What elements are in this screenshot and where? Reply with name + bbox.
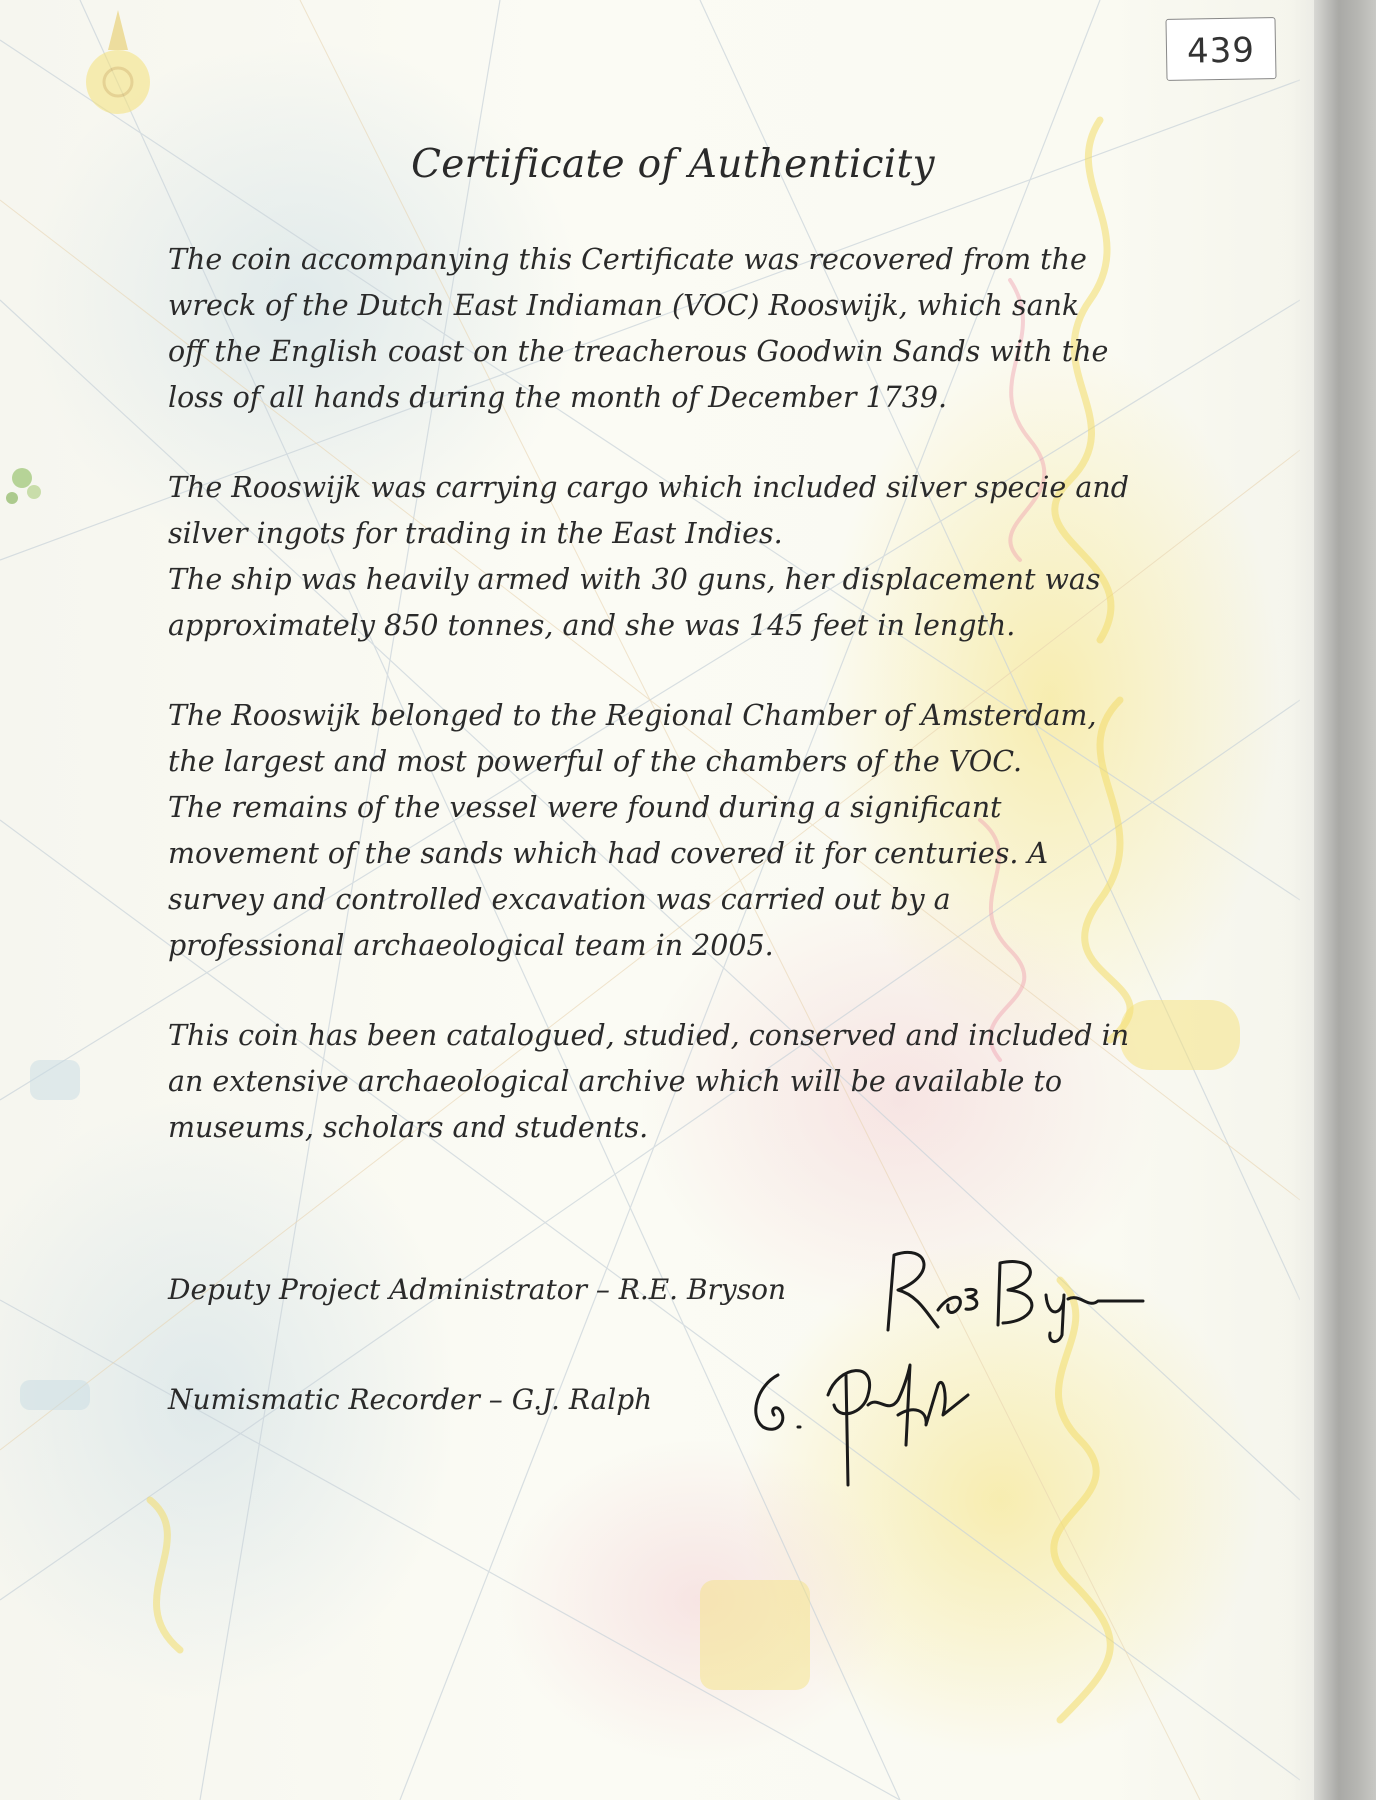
paragraph-cargo [168,465,1148,649]
signatory-label: Deputy Project Administrator – R.E. Bryson [168,1273,787,1306]
handwritten-signature-icon [738,1335,998,1495]
text-line: wreck of the Dutch East Indiaman (VOC) Rooswijk, which sank [168,289,1080,322]
text-line: loss of all hands during the month of December 1739. [168,381,948,414]
certificate-body [168,120,1148,1195]
text-line: approximately 850 tonnes, and she was 145 feet in length. [168,609,1016,642]
text-line: The Rooswijk was carrying cargo which included silver specie and [168,471,1129,504]
text-line: The ship was heavily armed with 30 guns, her displacement was [168,563,1101,596]
signature-block [168,1245,1168,1465]
text-line: survey and controlled excavation was carried out by a [168,883,951,916]
paragraph-recovery [168,237,1148,421]
text-line: This coin has been catalogued, studied, conserved and included in [168,1019,1130,1052]
signatory-label: Numismatic Recorder – G.J. Ralph [168,1383,653,1416]
text-line: off the English coast on the treacherous Goodwin Sands with the [168,335,1109,368]
text-line: the largest and most powerful of the chambers of the VOC. [168,745,1023,778]
text-line: The remains of the vessel were found during a significant [168,791,1002,824]
text-line: professional archaeological team in 2005. [168,929,774,962]
page-number: 439 [1165,17,1276,81]
edge-shadow [1290,0,1314,1800]
paragraph-history [168,693,1148,969]
binding-edge [1314,0,1376,1800]
handwritten-signature-icon [868,1235,1148,1345]
text-line: The Rooswijk belonged to the Regional Chamber of Amsterdam, [168,699,1097,732]
paragraph-archive [168,1013,1148,1151]
certificate-title: Certificate of Authenticity [411,142,935,187]
text-line: The coin accompanying this Certificate was recovered from the [168,243,1087,276]
text-line: silver ingots for trading in the East Indies. [168,517,783,550]
signatory-ralph [168,1355,1168,1465]
text-line: museums, scholars and students. [168,1111,649,1144]
signatory-bryson [168,1245,1168,1355]
text-line: movement of the sands which had covered it for centuries. A [168,837,1049,870]
text-line: an extensive archaeological archive which will be available to [168,1065,1062,1098]
